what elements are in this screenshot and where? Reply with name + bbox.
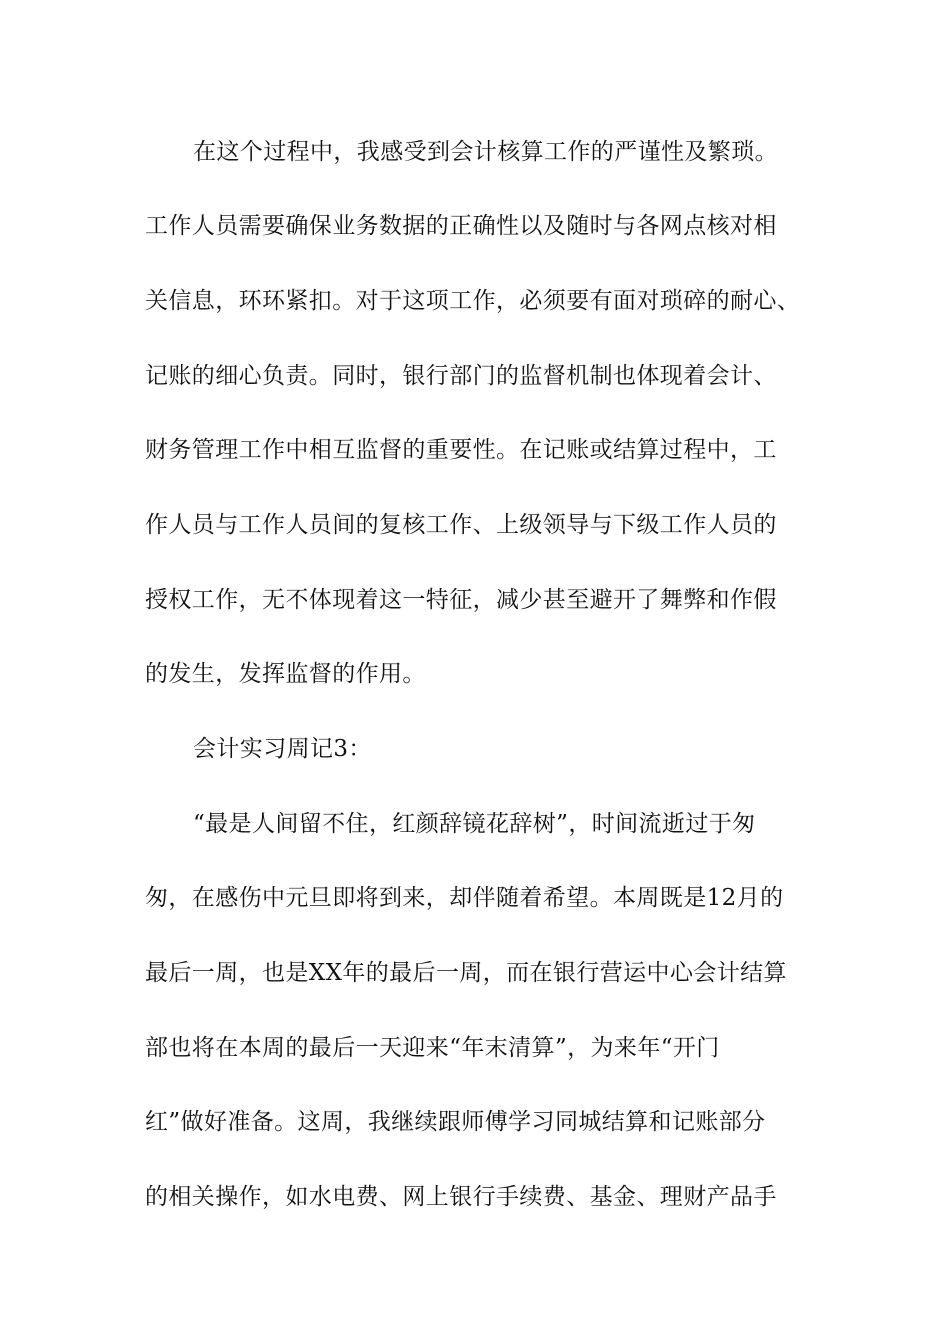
paragraph-line: “最是人间留不住，红颜辞镜花辞树”，时间流逝过于匆 <box>193 811 756 837</box>
paragraph-line: 匆，在感伤中元旦即将到来，却伴随着希望。本周既是12月的 <box>145 885 784 911</box>
paragraph-line: 关信息，环环紧扣。对于这项工作，必须要有面对琐碎的耐心、 <box>145 288 801 314</box>
paragraph-line: 财务管理工作中相互监督的重要性。在记账或结算过程中，工 <box>145 437 777 463</box>
paragraph-line: 作人员与工作人员间的复核工作、上级领导与下级工作人员的 <box>145 512 777 538</box>
paragraph-line: 红”做好准备。这周，我继续跟师傅学习同城结算和记账部分 <box>145 1109 766 1135</box>
paragraph-line: 工作人员需要确保业务数据的正确性以及随时与各网点核对相 <box>145 213 777 239</box>
paragraph-line: 的发生，发挥监督的作用。 <box>145 661 426 687</box>
paragraph-line: 授权工作，无不体现着这一特征，减少甚至避开了舞弊和作假 <box>145 587 777 613</box>
paragraph-line: 的相关操作，如水电费、网上银行手续费、基金、理财产品手 <box>145 1184 777 1210</box>
paragraph-line: 最后一周，也是XX年的最后一周，而在银行营运中心会计结算 <box>145 960 787 986</box>
paragraph-line: 部也将在本周的最后一天迎来“年末清算”，为来年“开门 <box>145 1035 720 1061</box>
section-heading: 会计实习周记3： <box>193 736 372 762</box>
paragraph-line: 在这个过程中，我感受到会计核算工作的严谨性及繁琐。 <box>193 139 778 165</box>
paragraph-line: 记账的细心负责。同时，银行部门的监督机制也体现着会计、 <box>145 363 777 389</box>
